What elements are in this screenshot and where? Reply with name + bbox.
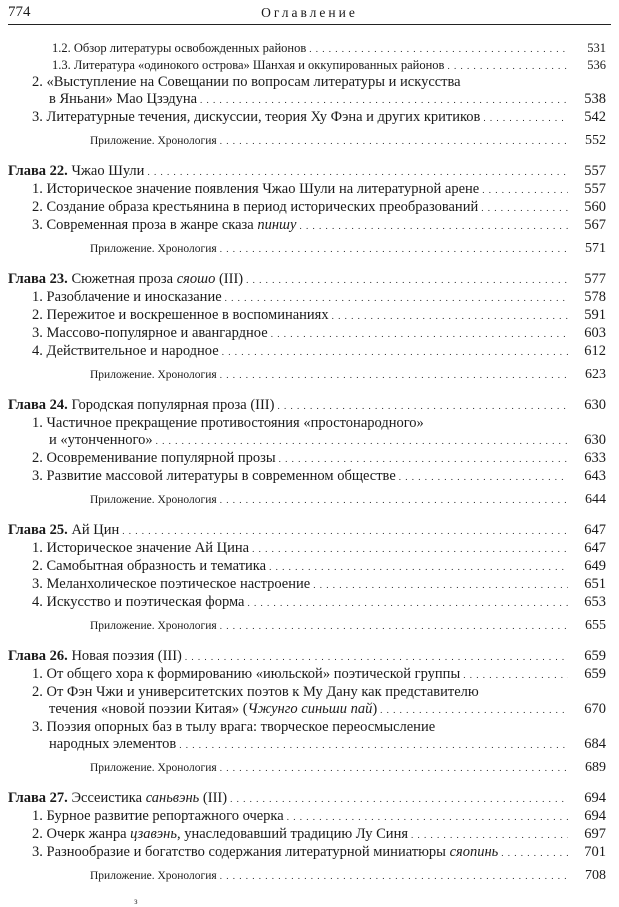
- toc-section[interactable]: [8, 109, 606, 127]
- entry-text-line: [32, 450, 276, 467]
- toc-section[interactable]: [8, 307, 606, 325]
- toc-section[interactable]: [8, 808, 606, 826]
- page-ref: 531: [587, 41, 606, 55]
- chapter-label: Глава 22.: [8, 163, 68, 179]
- page-ref: 557: [584, 181, 606, 197]
- entry-text: 2. Очерк жанра: [32, 826, 131, 842]
- toc-section[interactable]: [8, 576, 606, 594]
- entry-cont: и «утонченного»: [49, 432, 153, 448]
- toc-section[interactable]: [8, 826, 606, 844]
- dot-leader: [185, 648, 568, 666]
- toc-appendix[interactable]: [8, 618, 606, 634]
- page-ref: 644: [585, 492, 606, 507]
- entry-text-line: [90, 492, 217, 508]
- entry-text: 1. Бурное развитие репортажного очерка: [32, 808, 284, 824]
- chapter-title-italic: сяошо: [176, 271, 216, 287]
- dot-leader: [246, 271, 568, 289]
- page-ref: 643: [584, 468, 606, 484]
- entry-text: 1. Историческое значение Ай Цина: [32, 540, 250, 556]
- page-ref: 689: [585, 760, 606, 775]
- toc-chapter[interactable]: [8, 397, 606, 415]
- page-ref: 708: [585, 868, 606, 883]
- entry-cont: в Яньани» Мао Цзэдуна: [49, 91, 198, 107]
- chapter-label: Глава 26.: [8, 648, 68, 664]
- dot-leader: [380, 701, 568, 719]
- chapter-title-line: [8, 648, 182, 665]
- dot-leader: [447, 57, 568, 74]
- dot-leader: [220, 492, 568, 508]
- entry-text: Приложение. Хронология: [90, 870, 217, 882]
- entry-text: 2. Самобытная образность и тематика: [32, 558, 267, 574]
- entry-text: 2. Пережитое и воскрешенное в воспоминаниях: [32, 307, 329, 323]
- entry-text: Приложение. Хронология: [90, 620, 217, 632]
- entry-text-line: [32, 199, 478, 216]
- dot-leader: [299, 217, 568, 235]
- toc-section[interactable]: [8, 684, 606, 719]
- dot-leader: [279, 450, 568, 468]
- entry-text-line: [52, 57, 444, 73]
- entry-text: 3. Развитие массовой литературы в современном обществе: [32, 468, 396, 484]
- chapter-label: Глава 23.: [8, 271, 68, 287]
- entry-text: 3. Литературные течения, дискуссии, теория Ху Фэна и других критиков: [32, 109, 481, 125]
- toc-section[interactable]: [8, 594, 606, 612]
- dot-leader: [220, 133, 568, 149]
- entry-text-line: [32, 808, 284, 825]
- entry-italic: цзавэнь: [130, 826, 177, 842]
- dot-leader: [248, 594, 569, 612]
- entry-text: Приложение. Хронология: [90, 135, 217, 147]
- page-ref: 560: [584, 199, 606, 215]
- entry-text-line: [90, 760, 217, 776]
- chapter-title-tail: (III): [199, 790, 228, 806]
- entry-text: 2. Создание образа крестьянина в период исторических преобразований: [32, 199, 479, 215]
- page-ref: 659: [584, 666, 606, 682]
- entry-text: Приложение. Хронология: [90, 369, 217, 381]
- dot-leader: [230, 790, 568, 808]
- chapter-title: Сюжетная проза: [71, 271, 177, 287]
- page-ref: 567: [584, 217, 606, 233]
- entry-text-line: [32, 540, 249, 557]
- entry-cont-italic: Чжунго синьши пай: [247, 701, 373, 717]
- entry-text-line: [90, 367, 217, 383]
- page-ref: 536: [587, 58, 606, 72]
- entry-text-line: [32, 217, 296, 234]
- entry-cont: течения «новой поэзии Китая» (: [49, 701, 248, 717]
- dot-leader: [122, 522, 568, 540]
- toc-chapter[interactable]: [8, 790, 606, 808]
- page-ref: 571: [585, 241, 606, 256]
- page-ref: 591: [584, 307, 606, 323]
- page-ref: 659: [584, 648, 606, 664]
- toc-section[interactable]: [8, 217, 606, 235]
- entry-text: 2. От Фэн Чжи и университетских поэтов к Му Дану как представителю: [32, 684, 479, 700]
- toc-appendix[interactable]: [8, 760, 606, 776]
- page-ref: 578: [584, 289, 606, 305]
- chapter-title-line: [8, 522, 119, 539]
- page-ref: 694: [584, 808, 606, 824]
- toc-section[interactable]: [8, 719, 606, 754]
- page-ref: 653: [584, 594, 606, 610]
- entry-text: 1.3. Литература «одинокого острова» Шанхая и оккупированных районов: [52, 58, 445, 72]
- dot-leader: [222, 343, 568, 361]
- entry-cont: народных элементов: [49, 736, 177, 752]
- toc-appendix[interactable]: [8, 492, 606, 508]
- dot-leader: [269, 558, 568, 576]
- entry-text: 3. Поэзия опорных баз в тылу врага: творческое переосмысление: [32, 719, 436, 735]
- chapter-title: Городская популярная проза (III): [71, 397, 275, 413]
- toc-section[interactable]: [8, 74, 606, 109]
- page-ref: 612: [584, 343, 606, 359]
- dot-leader: [220, 760, 568, 776]
- chapter-label: Глава 27.: [8, 790, 68, 806]
- dot-leader: [482, 181, 568, 199]
- toc-section[interactable]: [8, 199, 606, 217]
- entry-text-line: [90, 618, 217, 634]
- dot-leader: [179, 736, 568, 754]
- entry-italic: пиншу: [257, 217, 297, 233]
- chapter-label: Глава 24.: [8, 397, 68, 413]
- page-ref: 684: [584, 736, 606, 752]
- toc-appendix[interactable]: [8, 367, 606, 383]
- entry-text: 3. Массово-популярное и авангардное: [32, 325, 268, 341]
- toc-section[interactable]: [8, 558, 606, 576]
- chapter-title: Чжао Шули: [71, 163, 145, 179]
- page-ref: 647: [584, 522, 606, 538]
- entry-text: 1. Разоблачение и иносказание: [32, 289, 222, 305]
- toc-section[interactable]: [8, 844, 606, 862]
- dot-leader: [483, 109, 568, 127]
- page-ref: 655: [585, 618, 606, 633]
- dot-leader: [287, 808, 568, 826]
- page-ref: 630: [584, 397, 606, 413]
- dot-leader: [411, 826, 568, 844]
- entry-text-continued: [32, 701, 377, 718]
- dot-leader: [220, 367, 568, 383]
- chapter-title-italic: саньвэнь: [145, 790, 200, 806]
- page-ref: 603: [584, 325, 606, 341]
- dot-leader: [220, 868, 568, 884]
- entry-text: 1. Частичное прекращение противостояния «простонародного»: [32, 415, 424, 431]
- entry-tail: , унаследовавший традицию Лу Синя: [176, 826, 408, 842]
- entry-text-line: [32, 307, 329, 324]
- page-ref: 630: [584, 432, 606, 448]
- chapter-title: Новая поэзия (III): [71, 648, 182, 664]
- toc-section[interactable]: [8, 540, 606, 558]
- entry-text-continued: [32, 736, 176, 753]
- dot-leader: [501, 844, 568, 862]
- dot-leader: [147, 163, 568, 181]
- chapter-title-line: [8, 790, 227, 807]
- toc-section[interactable]: [8, 468, 606, 486]
- entry-text-line: [32, 826, 408, 843]
- page-ref: 633: [584, 450, 606, 466]
- page-ref: 557: [584, 163, 606, 179]
- toc-chapter[interactable]: [8, 163, 606, 181]
- entry-text-line: [32, 289, 222, 306]
- table-of-contents: [8, 40, 606, 884]
- entry-text-line: [32, 325, 268, 342]
- dot-leader: [313, 576, 568, 594]
- entry-text-line: [90, 133, 217, 149]
- entry-text-line: [32, 844, 498, 861]
- entry-text: Приложение. Хронология: [90, 494, 217, 506]
- dot-leader: [481, 199, 568, 217]
- dot-leader: [332, 307, 568, 325]
- chapter-title: Эссеистика: [71, 790, 146, 806]
- chapter-title-tail: (III): [215, 271, 244, 287]
- dot-leader: [220, 241, 568, 257]
- dot-leader: [200, 91, 568, 109]
- entry-text: 1. Историческое значение появления Чжао Шули на литературной арене: [32, 181, 480, 197]
- chapter-title: Ай Цин: [71, 522, 120, 538]
- page-ref: 552: [585, 133, 606, 148]
- page-ref: 542: [584, 109, 606, 125]
- entry-text-line: [32, 181, 479, 198]
- toc-section[interactable]: [8, 289, 606, 307]
- page-number: 774: [8, 4, 31, 20]
- entry-text-continued: [32, 91, 197, 108]
- page-ref: 651: [584, 576, 606, 592]
- dot-leader: [271, 325, 568, 343]
- entry-text: 2. «Выступление на Совещании по вопросам литературы и искусства: [32, 74, 461, 90]
- toc-section[interactable]: [8, 450, 606, 468]
- toc-chapter[interactable]: [8, 522, 606, 540]
- page-ref: 701: [584, 844, 606, 860]
- entry-text: 3. Современная проза в жанре сказа: [32, 217, 258, 233]
- page-ref: 623: [585, 367, 606, 382]
- toc-chapter[interactable]: [8, 271, 606, 289]
- toc-section[interactable]: [8, 666, 606, 684]
- page-ref: 694: [584, 790, 606, 806]
- toc-section[interactable]: [8, 415, 606, 450]
- toc-appendix[interactable]: [8, 241, 606, 257]
- dot-leader: [156, 432, 568, 450]
- entry-text: 4. Искусство и поэтическая форма: [32, 594, 245, 610]
- entry-text-line: [90, 241, 217, 257]
- chapter-title-line: [8, 271, 243, 288]
- dot-leader: [225, 289, 568, 307]
- entry-text: Приложение. Хронология: [90, 243, 217, 255]
- dot-leader: [399, 468, 568, 486]
- page-ref: 538: [584, 91, 606, 107]
- dot-leader: [309, 40, 568, 57]
- entry-text: 1.2. Обзор литературы освобожденных районов: [52, 41, 307, 55]
- entry-text-line: [32, 558, 266, 575]
- entry-text-line: [90, 868, 217, 884]
- entry-text: 4. Действительное и народное: [32, 343, 219, 359]
- entry-text-line: [32, 109, 480, 126]
- page-ref: 649: [584, 558, 606, 574]
- page-ref: 670: [584, 701, 606, 717]
- dot-leader: [252, 540, 568, 558]
- toc-chapter[interactable]: [8, 648, 606, 666]
- entry-text-line: [32, 594, 245, 611]
- entry-text-continued: [32, 432, 153, 449]
- running-title: Оглавление: [261, 5, 358, 20]
- toc-section[interactable]: [8, 181, 606, 199]
- dot-leader: [220, 618, 568, 634]
- page-ref: 577: [584, 271, 606, 287]
- entry-text-line: [32, 666, 460, 683]
- toc-appendix[interactable]: [8, 133, 606, 149]
- page-ref: 647: [584, 540, 606, 556]
- dot-leader: [277, 397, 568, 415]
- entry-text: Приложение. Хронология: [90, 762, 217, 774]
- entry-text: 3. Разнообразие и богатство содержания литературной миниатюры: [32, 844, 450, 860]
- page-header: [8, 2, 611, 25]
- toc-section[interactable]: [8, 343, 606, 361]
- entry-text: 2. Осовременивание популярной прозы: [32, 450, 276, 466]
- entry-italic: сяопинь: [449, 844, 499, 860]
- toc-section[interactable]: [8, 57, 606, 74]
- chapter-title-line: [8, 163, 144, 180]
- print-mark: з: [134, 896, 138, 906]
- entry-text-line: [32, 468, 396, 485]
- entry-text-line: [32, 343, 219, 360]
- entry-text: 1. От общего хора к формированию «июльской» поэтической группы: [32, 666, 461, 682]
- entry-text: 3. Меланхолическое поэтическое настроение: [32, 576, 311, 592]
- dot-leader: [463, 666, 568, 684]
- chapter-title-line: [8, 397, 274, 414]
- entry-text-line: [52, 40, 306, 56]
- toc-section[interactable]: [8, 40, 606, 57]
- entry-cont-tail: ): [372, 701, 378, 717]
- toc-appendix[interactable]: [8, 868, 606, 884]
- page-ref: 697: [584, 826, 606, 842]
- entry-text-line: [32, 576, 310, 593]
- toc-section[interactable]: [8, 325, 606, 343]
- chapter-label: Глава 25.: [8, 522, 68, 538]
